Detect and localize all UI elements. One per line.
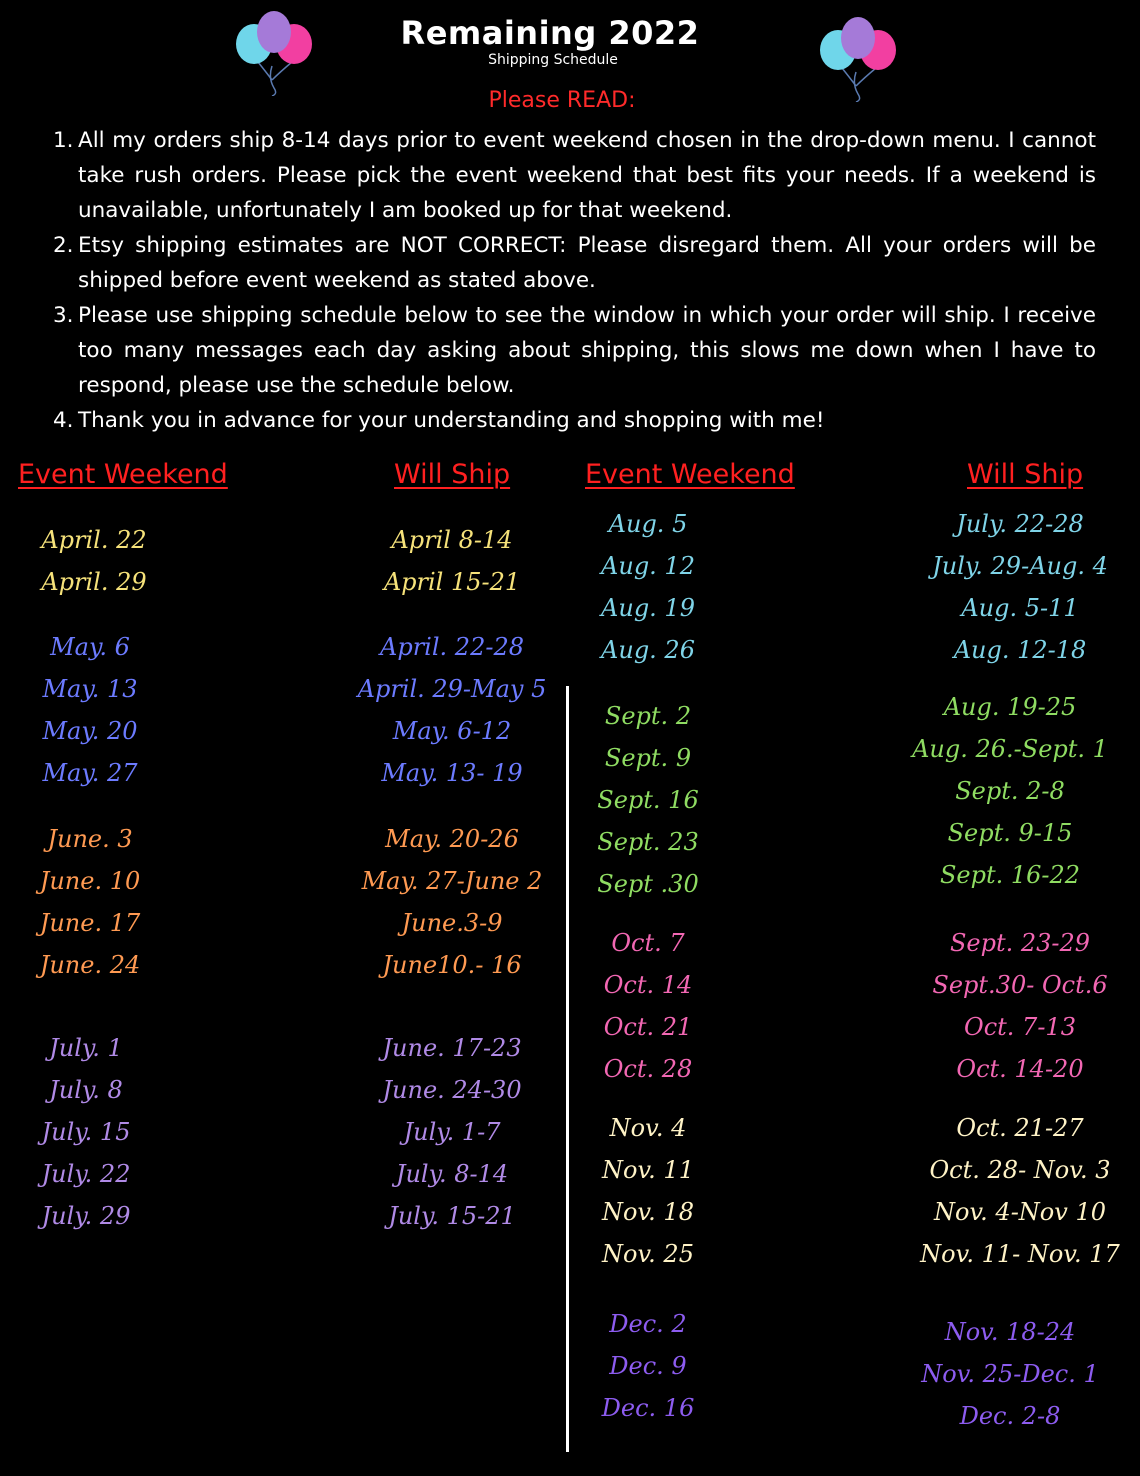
rule-item: 1. All my orders ship 8-14 days prior to event weekend chosen in the drop-down menu. I cannot take rush orders. Please pick the event weekend that best fits your needs. If a weekend is unavailable, unfortunately I am booked up for that weekend. xyxy=(53,128,1096,223)
ship-window: Sept.30- Oct.6 xyxy=(932,971,1108,999)
ship-window: July. 15-21 xyxy=(388,1202,516,1230)
event-date: June. 24 xyxy=(39,951,141,979)
right-will-ship-header: Will Ship xyxy=(967,459,1084,490)
event-date: April. 29 xyxy=(41,568,147,596)
event-date: April. 22 xyxy=(41,526,147,554)
ship-window: June10.- 16 xyxy=(382,951,522,979)
event-date: May. 13 xyxy=(42,675,138,703)
event-date: Dec. 2 xyxy=(609,1310,687,1338)
ship-window: April. 22-28 xyxy=(380,633,524,661)
ship-window: Oct. 14-20 xyxy=(956,1055,1084,1083)
event-date: Sept .30 xyxy=(597,870,699,898)
event-date: Dec. 9 xyxy=(609,1352,687,1380)
column-divider xyxy=(566,686,569,1452)
event-date: Oct. 28 xyxy=(603,1055,693,1083)
ship-window: April 15-21 xyxy=(383,568,521,596)
rule-item: 4. Thank you in advance for your understanding and shopping with me! xyxy=(53,408,825,433)
event-date: May. 27 xyxy=(42,759,138,787)
event-date: Aug. 12 xyxy=(601,552,695,580)
ship-window: Aug. 26.-Sept. 1 xyxy=(912,735,1108,763)
event-date: Oct. 14 xyxy=(603,971,693,999)
ship-window: May. 13- 19 xyxy=(381,759,523,787)
page-subtitle: Shipping Schedule xyxy=(488,52,618,68)
ship-window: May. 6-12 xyxy=(392,717,512,745)
event-date: May. 20 xyxy=(42,717,138,745)
ship-window: Sept. 16-22 xyxy=(939,861,1081,889)
event-date: Nov. 25 xyxy=(602,1240,694,1268)
rule-text: All my orders ship 8-14 days prior to event weekend chosen in the drop-down menu. I cannot take rush orders. Please pick the event weekend that best fits your needs. If a weekend is unavailable, unfortunately I am booked up for that weekend. xyxy=(78,128,1096,223)
event-date: July. 8 xyxy=(49,1076,123,1104)
event-date: Aug. 5 xyxy=(608,510,688,538)
event-date: Oct. 21 xyxy=(603,1013,693,1041)
ship-window: Nov. 18-24 xyxy=(944,1318,1076,1346)
rules-list xyxy=(48,123,1096,438)
ship-window: July. 8-14 xyxy=(395,1160,509,1188)
ship-window: June. 24-30 xyxy=(382,1076,522,1104)
ship-window: June. 17-23 xyxy=(382,1034,522,1062)
ship-window: July. 1-7 xyxy=(403,1118,501,1146)
ship-window: Aug. 12-18 xyxy=(953,636,1087,664)
ship-window: Oct. 28- Nov. 3 xyxy=(929,1156,1111,1184)
ship-window: Nov. 4-Nov 10 xyxy=(934,1198,1106,1226)
ship-window: Oct. 7-13 xyxy=(964,1013,1076,1041)
left-event-weekend-header: Event Weekend xyxy=(18,459,228,490)
event-date: July. 1 xyxy=(49,1034,123,1062)
ship-window: April. 29-May 5 xyxy=(357,675,547,703)
ship-window: Aug. 5-11 xyxy=(961,594,1079,622)
ship-window: July. 29-Aug. 4 xyxy=(932,552,1108,580)
event-date: May. 6 xyxy=(50,633,130,661)
event-date: Sept. 16 xyxy=(597,786,699,814)
ship-window: Nov. 25-Dec. 1 xyxy=(921,1360,1099,1388)
event-date: July. 22 xyxy=(41,1160,131,1188)
event-date: July. 15 xyxy=(41,1118,131,1146)
ship-window: June.3-9 xyxy=(401,909,503,937)
event-date: Nov. 11 xyxy=(602,1156,694,1184)
event-date: Nov. 18 xyxy=(602,1198,694,1226)
event-date: June. 3 xyxy=(47,825,133,853)
rule-text: Please use shipping schedule below to see the window in which your order will ship. I receive too many messages each day asking about shipping, this slows me down when I have to respond, please use the schedule below. xyxy=(78,303,1096,398)
rule-text: Etsy shipping estimates are NOT CORRECT: Please disregard them. All your orders will be shipped before event weekend as stated above. xyxy=(78,233,1096,293)
rule-text: Thank you in advance for your understanding and shopping with me! xyxy=(78,408,825,433)
ship-window: Sept. 2-8 xyxy=(955,777,1065,805)
rule-item: 3. Please use shipping schedule below to see the window in which your order will ship. I receive too many messages each day asking about shipping, this slows me down when I have to respond, please use the schedule below. xyxy=(53,303,1096,398)
event-date: June. 10 xyxy=(39,867,141,895)
notice-heading: Please READ: xyxy=(488,88,636,113)
left-will-ship-header: Will Ship xyxy=(394,459,511,490)
ship-window: Sept. 23-29 xyxy=(949,929,1091,957)
ship-window: Aug. 19-25 xyxy=(943,693,1077,721)
ship-window: Sept. 9-15 xyxy=(947,819,1073,847)
ship-window: Dec. 2-8 xyxy=(959,1402,1061,1430)
ship-window: May. 27-June 2 xyxy=(361,867,543,895)
ship-window: May. 20-26 xyxy=(385,825,519,853)
event-date: Nov. 4 xyxy=(609,1114,687,1142)
rule-item: 2. Etsy shipping estimates are NOT CORRECT: Please disregard them. All your orders will be shipped before event weekend as stated above. xyxy=(53,233,1096,293)
right-event-weekend-header: Event Weekend xyxy=(585,459,795,490)
event-date: Sept. 9 xyxy=(604,744,692,772)
event-date: Sept. 23 xyxy=(597,828,699,856)
page-title: Remaining 2022 xyxy=(400,14,700,52)
event-date: July. 29 xyxy=(41,1202,131,1230)
event-date: Oct. 7 xyxy=(611,929,685,957)
ship-window: Nov. 11- Nov. 17 xyxy=(920,1240,1120,1268)
event-date: Aug. 26 xyxy=(601,636,695,664)
ship-window: April 8-14 xyxy=(391,526,513,554)
event-date: June. 17 xyxy=(39,909,141,937)
ship-window: July. 22-28 xyxy=(956,510,1084,538)
ship-window: Oct. 21-27 xyxy=(956,1114,1084,1142)
event-date: Dec. 16 xyxy=(601,1394,695,1422)
event-date: Sept. 2 xyxy=(604,702,692,730)
event-date: Aug. 19 xyxy=(601,594,695,622)
